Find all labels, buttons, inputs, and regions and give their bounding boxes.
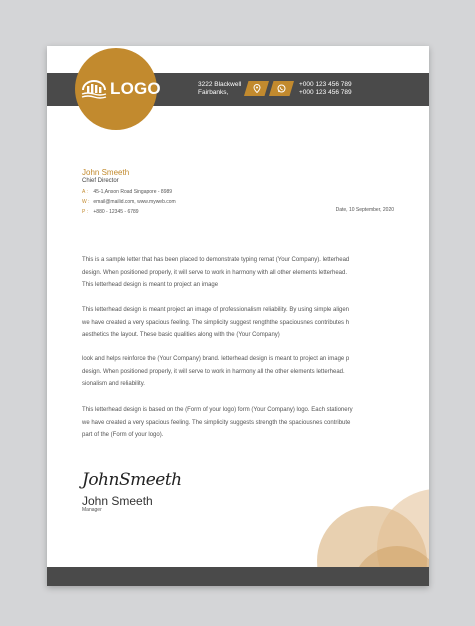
paragraph-line: we have created a very spacious feeling. The simplicity suggests strength the spaciousnes contribute	[82, 419, 351, 426]
contact-value: 45-1,Anson Road Singapore - 8989	[93, 189, 173, 195]
paragraph-line: This letterhead design is meant project an image of professionalism reliability. By using simple aligen	[82, 307, 350, 313]
paragraph-line: design. When positioned properly, it will serve to work in harmony all the other elements letterhead.	[82, 368, 345, 375]
logo-icon	[81, 79, 107, 99]
letterhead-page	[47, 46, 429, 586]
phone-2: +000 123 456 789	[299, 89, 352, 96]
contact-key: W :	[82, 199, 90, 205]
paragraph-line: This letterhead design is meant to project an image	[82, 282, 219, 288]
phone-1: +000 123 456 789	[299, 81, 352, 88]
contact-address	[82, 189, 172, 195]
address-line-1: 3222 Blackwell	[198, 81, 242, 88]
contact-key: A :	[82, 189, 88, 195]
contact-key: P :	[82, 209, 89, 215]
contact-value: email@mailid.com, www.myweb.com	[93, 199, 176, 205]
contact-phone	[82, 209, 139, 215]
contact-web	[82, 199, 176, 205]
paragraph-line: design. When positioned properly, it will serve to work in harmony with all other elements letterhead.	[82, 269, 348, 276]
body-paragraph	[82, 254, 394, 292]
handwritten-signature: JohnSmeeth	[82, 470, 182, 490]
sender-title: Chief Director	[82, 178, 119, 184]
letter-date: Date, 10 September, 2020	[335, 207, 394, 213]
address-line-2: Fairbanks,	[198, 89, 229, 96]
footer-bar	[47, 567, 429, 586]
signatory-role: Manager	[82, 507, 102, 513]
paragraph-line: look and helps reinforce the (Your Company) brand. letterhead design is meant to project an image p	[82, 356, 350, 362]
paragraph-line: sionalism and reliability.	[82, 381, 145, 387]
paragraph-line: aesthetics the layout. These basic qualities along with the (Your Company)	[82, 332, 280, 338]
paragraph-line: part of the (Form of your logo).	[82, 432, 164, 438]
paragraph-line: This letterhead design is based on the (Form of your logo) form (Your Company) logo. Each stationery	[82, 407, 353, 413]
body-paragraph	[82, 404, 394, 442]
body-paragraph	[82, 353, 394, 391]
sender-name: John Smeeth	[82, 168, 130, 177]
logo-text: LOGO	[110, 79, 161, 98]
body-paragraph	[82, 304, 394, 342]
paragraph-line: we have created a very spacious feeling. The simplicity suggest rengththe spaciousnes contributes h	[82, 319, 350, 326]
contact-value: +880 - 12345 - 6789	[93, 209, 139, 215]
signatory-name: John Smeeth	[82, 494, 153, 508]
paragraph-line: This is a sample letter that has been placed to demonstrate typing remat (Your Company). letterhead	[82, 257, 350, 263]
header-address	[198, 81, 241, 97]
header-phones	[299, 81, 352, 97]
